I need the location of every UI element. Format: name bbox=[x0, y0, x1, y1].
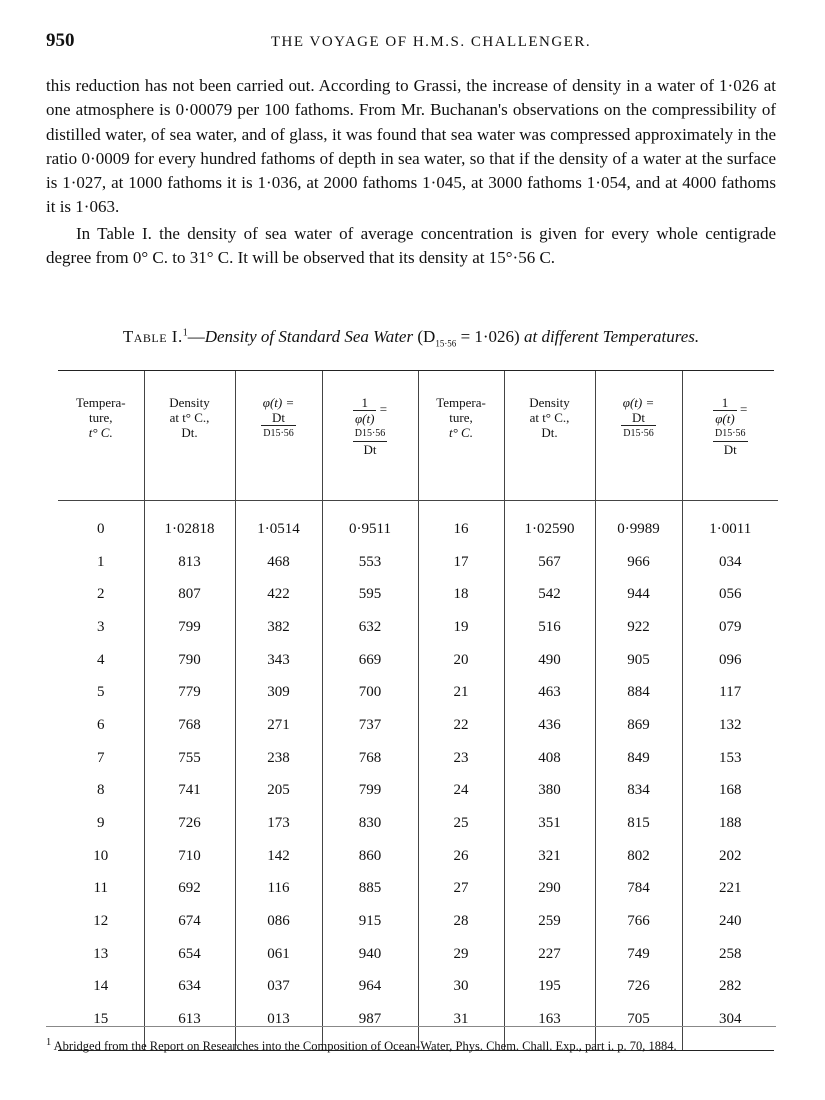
table-row bbox=[58, 971, 778, 1004]
footnote bbox=[46, 1034, 776, 1055]
density-cell: 741 bbox=[144, 775, 235, 808]
table-row bbox=[58, 611, 778, 644]
temperature-cell: 9 bbox=[97, 815, 105, 832]
inverse-phi-cell: 132 bbox=[682, 709, 778, 742]
density-cell: 768 bbox=[144, 709, 235, 742]
temperature-cell: 29 bbox=[418, 938, 504, 971]
density-cell: 654 bbox=[144, 938, 235, 971]
temperature-cell: 6 bbox=[97, 716, 105, 733]
phi-cell: 849 bbox=[595, 742, 682, 775]
phi-cell: 869 bbox=[595, 709, 682, 742]
phi-cell: 749 bbox=[595, 938, 682, 971]
inverse-phi-cell: 737 bbox=[322, 709, 418, 742]
temperature-cell: 5 bbox=[97, 684, 105, 701]
density-cell: 1·02818 bbox=[144, 501, 235, 546]
paragraph-2: In Table I. the density of sea water of average concentration is given for every whole centigrade degree from 0° C. to 31° C. It will be observed that its density at 15°·56 C. bbox=[46, 223, 776, 268]
header-density: Density at t° C., Dt. bbox=[144, 371, 235, 501]
inverse-phi-cell: 1·0011 bbox=[682, 501, 778, 546]
temperature-cell: 2 bbox=[97, 586, 105, 603]
caption-suffix: at different Temperatures. bbox=[523, 327, 700, 346]
density-cell: 755 bbox=[144, 742, 235, 775]
density-cell: 807 bbox=[144, 578, 235, 611]
phi-cell: 061 bbox=[235, 938, 322, 971]
phi-cell: 422 bbox=[235, 578, 322, 611]
temperature-cell: 10 bbox=[93, 847, 109, 864]
density-cell: 779 bbox=[144, 676, 235, 709]
density-cell: 726 bbox=[144, 807, 235, 840]
inverse-phi-cell: 915 bbox=[322, 905, 418, 938]
inverse-phi-cell: 153 bbox=[682, 742, 778, 775]
table-row bbox=[58, 501, 778, 546]
phi-cell: 884 bbox=[595, 676, 682, 709]
inverse-phi-cell: 168 bbox=[682, 775, 778, 808]
table-row bbox=[58, 873, 778, 906]
inverse-phi-cell: 0·9511 bbox=[322, 501, 418, 546]
temperature-cell: 20 bbox=[418, 644, 504, 677]
running-title: THE VOYAGE OF H.M.S. CHALLENGER. bbox=[270, 34, 592, 50]
phi-cell: 944 bbox=[595, 578, 682, 611]
temperature-cell: 19 bbox=[418, 611, 504, 644]
phi-cell: 037 bbox=[235, 971, 322, 1004]
density-cell: 408 bbox=[504, 742, 595, 775]
phi-cell: 468 bbox=[235, 546, 322, 579]
inverse-phi-cell: 034 bbox=[682, 546, 778, 579]
density-cell: 321 bbox=[504, 840, 595, 873]
phi-cell: 271 bbox=[235, 709, 322, 742]
table-row bbox=[58, 775, 778, 808]
phi-cell: 238 bbox=[235, 742, 322, 775]
temperature-cell: 16 bbox=[418, 501, 504, 546]
footnote-text: Abridged from the Report on Researches into the Composition of Ocean-Water, Phys. Chem. Chall. Exp., part i. p. 70, 1884. bbox=[53, 1039, 677, 1054]
inverse-phi-fraction-2: $\frac{1}{\varphi(t)}$ bbox=[715, 395, 735, 426]
caption-formula-close: = 1·026) bbox=[456, 327, 520, 346]
density-cell: 290 bbox=[504, 873, 595, 906]
caption-title: Density of Standard Sea Water bbox=[204, 327, 414, 346]
density-cell: 692 bbox=[144, 873, 235, 906]
density-cell: 516 bbox=[504, 611, 595, 644]
header-phi: φ(t) = $\frac{Dt}{D15\cdot 56}$ bbox=[235, 371, 322, 501]
density-cell: 674 bbox=[144, 905, 235, 938]
density-cell: 1·02590 bbox=[504, 501, 595, 546]
inverse-phi-cell: 079 bbox=[682, 611, 778, 644]
temperature-cell: 7 bbox=[97, 749, 105, 766]
table-row bbox=[58, 676, 778, 709]
inverse-phi-cell: 188 bbox=[682, 807, 778, 840]
inverse-phi-cell: 056 bbox=[682, 578, 778, 611]
header-density-2: Density at t° C., Dt. bbox=[504, 371, 595, 501]
header-temperature: Tempera- ture, t° C. bbox=[58, 371, 144, 501]
phi-cell: 966 bbox=[595, 546, 682, 579]
temperature-cell: 30 bbox=[418, 971, 504, 1004]
density-cell: 542 bbox=[504, 578, 595, 611]
inverse-phi-cell: 258 bbox=[682, 938, 778, 971]
header-inverse-phi: $\frac{1}{\varphi(t)}$ = $\frac{D15\cdot 56}{Dt}$ bbox=[322, 371, 418, 501]
temperature-cell: 23 bbox=[418, 742, 504, 775]
header-inverse-phi-2: $\frac{1}{\varphi(t)}$ = $\frac{D15\cdot 56}{Dt}$ bbox=[682, 371, 778, 501]
table-row bbox=[58, 905, 778, 938]
phi-cell: 905 bbox=[595, 644, 682, 677]
inverse-phi-cell: 885 bbox=[322, 873, 418, 906]
temperature-cell: 18 bbox=[418, 578, 504, 611]
inverse-phi-cell: 553 bbox=[322, 546, 418, 579]
inverse-density-fraction-2: $\frac{D15\cdot 56}{Dt}$ bbox=[714, 428, 746, 457]
table-caption bbox=[46, 327, 776, 348]
header-temperature-2: Tempera- ture, t° C. bbox=[418, 371, 504, 501]
temperature-cell: 4 bbox=[97, 651, 105, 668]
temperature-cell: 3 bbox=[97, 618, 105, 635]
table-row bbox=[58, 840, 778, 873]
phi-cell: 802 bbox=[595, 840, 682, 873]
phi-cell: 815 bbox=[595, 807, 682, 840]
density-cell: 710 bbox=[144, 840, 235, 873]
phi-cell: 766 bbox=[595, 905, 682, 938]
temperature-cell: 11 bbox=[93, 880, 108, 897]
phi-cell: 173 bbox=[235, 807, 322, 840]
inverse-phi-cell: 860 bbox=[322, 840, 418, 873]
temperature-cell: 14 bbox=[93, 978, 109, 995]
temperature-cell: 15 bbox=[93, 1011, 109, 1028]
density-cell: 436 bbox=[504, 709, 595, 742]
density-cell: 259 bbox=[504, 905, 595, 938]
temperature-cell: 12 bbox=[93, 913, 109, 930]
table-header-row bbox=[58, 371, 778, 501]
temperature-cell: 1 bbox=[97, 553, 105, 570]
inverse-phi-cell: 768 bbox=[322, 742, 418, 775]
phi-fraction-2: $\frac{Dt}{D15\cdot 56}$ bbox=[623, 410, 654, 439]
density-cell: 813 bbox=[144, 546, 235, 579]
table-row bbox=[58, 644, 778, 677]
density-table bbox=[58, 371, 778, 1050]
phi-cell: 726 bbox=[595, 971, 682, 1004]
phi-cell: 116 bbox=[235, 873, 322, 906]
caption-formula-open: (D bbox=[417, 327, 436, 346]
density-cell: 613 bbox=[144, 1003, 235, 1050]
caption-label: Table I. bbox=[122, 327, 183, 346]
inverse-density-fraction: $\frac{D15\cdot 56}{Dt}$ bbox=[354, 428, 386, 457]
density-cell: 463 bbox=[504, 676, 595, 709]
footnote-rule bbox=[46, 1026, 776, 1027]
inverse-phi-cell: 282 bbox=[682, 971, 778, 1004]
temperature-cell: 13 bbox=[93, 945, 109, 962]
phi-cell: 784 bbox=[595, 873, 682, 906]
temperature-cell: 17 bbox=[418, 546, 504, 579]
phi-cell: 013 bbox=[235, 1003, 322, 1050]
table-row bbox=[58, 578, 778, 611]
phi-cell: 309 bbox=[235, 676, 322, 709]
density-cell: 351 bbox=[504, 807, 595, 840]
inverse-phi-cell: 304 bbox=[682, 1003, 778, 1050]
phi-cell: 1·0514 bbox=[235, 501, 322, 546]
phi-cell: 705 bbox=[595, 1003, 682, 1050]
phi-cell: 382 bbox=[235, 611, 322, 644]
density-cell: 227 bbox=[504, 938, 595, 971]
inverse-phi-cell: 830 bbox=[322, 807, 418, 840]
density-cell: 490 bbox=[504, 644, 595, 677]
page-header bbox=[46, 30, 776, 60]
inverse-phi-cell: 940 bbox=[322, 938, 418, 971]
table-row bbox=[58, 546, 778, 579]
inverse-phi-cell: 595 bbox=[322, 578, 418, 611]
phi-cell: 086 bbox=[235, 905, 322, 938]
phi-cell: 205 bbox=[235, 775, 322, 808]
header-phi-2: φ(t) = $\frac{Dt}{D15\cdot 56}$ bbox=[595, 371, 682, 501]
table-row bbox=[58, 742, 778, 775]
temperature-cell: 22 bbox=[418, 709, 504, 742]
density-cell: 567 bbox=[504, 546, 595, 579]
inverse-phi-fraction: $\frac{1}{\varphi(t)}$ bbox=[354, 395, 375, 426]
density-cell: 799 bbox=[144, 611, 235, 644]
density-cell: 634 bbox=[144, 971, 235, 1004]
table-row bbox=[58, 709, 778, 742]
phi-cell: 142 bbox=[235, 840, 322, 873]
inverse-phi-cell: 202 bbox=[682, 840, 778, 873]
density-table-frame bbox=[58, 370, 774, 1051]
page-number: 950 bbox=[46, 30, 75, 51]
table-body bbox=[58, 501, 778, 1051]
temperature-cell: 25 bbox=[418, 807, 504, 840]
phi-cell: 0·9989 bbox=[595, 501, 682, 546]
inverse-phi-cell: 632 bbox=[322, 611, 418, 644]
temperature-cell: 31 bbox=[418, 1003, 504, 1050]
inverse-phi-cell: 799 bbox=[322, 775, 418, 808]
density-cell: 195 bbox=[504, 971, 595, 1004]
phi-cell: 343 bbox=[235, 644, 322, 677]
density-cell: 163 bbox=[504, 1003, 595, 1050]
density-cell: 380 bbox=[504, 775, 595, 808]
inverse-phi-cell: 700 bbox=[322, 676, 418, 709]
caption-formula-sub: 15·56 bbox=[435, 338, 457, 349]
density-cell: 790 bbox=[144, 644, 235, 677]
phi-cell: 922 bbox=[595, 611, 682, 644]
temperature-cell: 21 bbox=[418, 676, 504, 709]
inverse-phi-cell: 964 bbox=[322, 971, 418, 1004]
inverse-phi-cell: 240 bbox=[682, 905, 778, 938]
inverse-phi-cell: 221 bbox=[682, 873, 778, 906]
temperature-cell: 24 bbox=[418, 775, 504, 808]
temperature-cell: 26 bbox=[418, 840, 504, 873]
temperature-cell: 0 bbox=[97, 520, 105, 537]
table-row bbox=[58, 938, 778, 971]
body-text bbox=[46, 74, 776, 270]
phi-cell: 834 bbox=[595, 775, 682, 808]
temperature-cell: 8 bbox=[97, 782, 105, 799]
table-row bbox=[58, 807, 778, 840]
caption-dash: — bbox=[187, 327, 205, 346]
inverse-phi-cell: 117 bbox=[682, 676, 778, 709]
temperature-cell: 28 bbox=[418, 905, 504, 938]
inverse-phi-cell: 096 bbox=[682, 644, 778, 677]
phi-fraction: $\frac{Dt}{D15\cdot 56}$ bbox=[263, 410, 294, 439]
inverse-phi-cell: 669 bbox=[322, 644, 418, 677]
temperature-cell: 27 bbox=[418, 873, 504, 906]
caption-footnote-mark: 1 bbox=[182, 327, 188, 339]
inverse-phi-cell: 987 bbox=[322, 1003, 418, 1050]
paragraph-1: this reduction has not been carried out. According to Grassi, the increase of density in a water of 1·026 at one atmosphere is 0·00079 per 100 fathoms. From Mr. Buchanan's observations on the compressibility of distilled water, of sea water, and of glass, it was found that sea water was compressed approximately in the ratio 0·0009 for every hundred fathoms of depth in sea water, so that if the density of a water at the surface is 1·027, at 1000 fathoms it is 1·036, at 2000 fathoms 1·045, at 3000 fathoms 1·054, and at 4000 fathoms it is 1·063. bbox=[46, 76, 776, 217]
footnote-mark: 1 bbox=[46, 1037, 52, 1048]
